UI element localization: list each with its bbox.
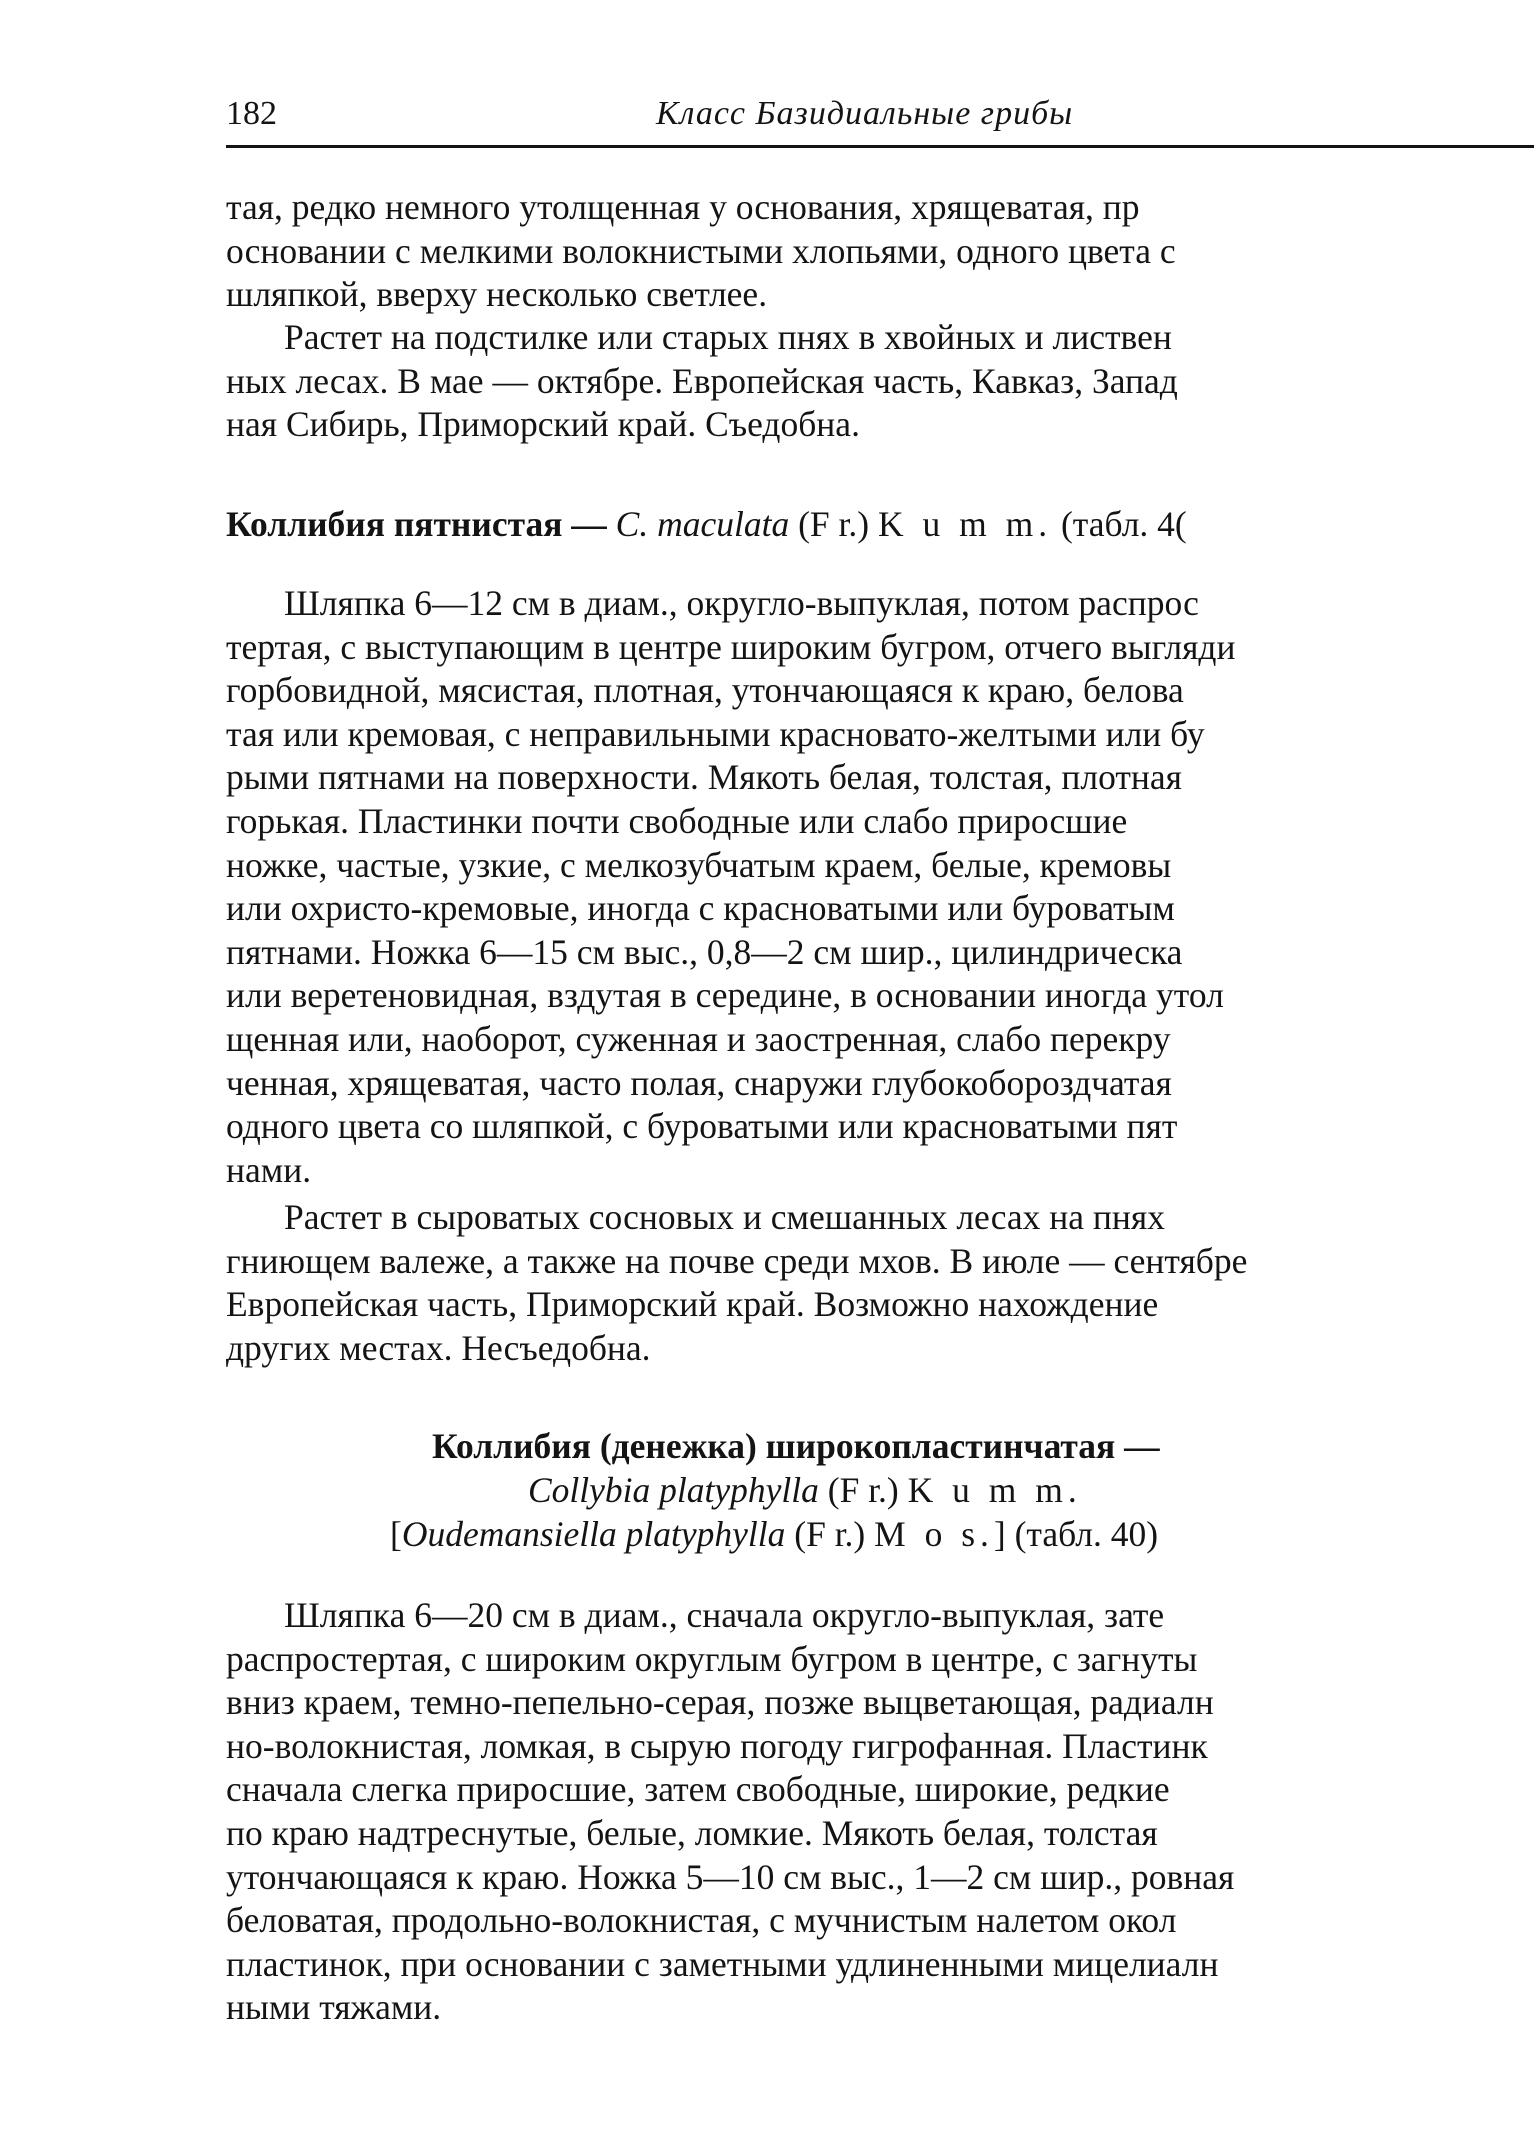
species-name-lat: C. maculata <box>615 504 790 544</box>
text-line: пластинок, при основании с заметными удлиненными мицелиалн <box>226 1943 1219 1984</box>
paragraph-continuation <box>226 186 1534 317</box>
species-synonym-line <box>226 1512 1534 1556</box>
text-line: одного цвета со шляпкой, с буроватыми или красноватыми пят <box>226 1106 1178 1147</box>
text-line: утончающаяся к краю. Ножка 5—10 см выс., 1—2 см шир., ровная <box>226 1856 1235 1897</box>
synonym-author: (F r.) <box>785 1514 875 1554</box>
text-line: ными тяжами. <box>226 1987 442 2028</box>
text-line: или веретеновидная, вздутая в середине, в основании иногда утол <box>226 975 1224 1016</box>
species-name-lat: Collybia platyphylla <box>528 1470 819 1510</box>
text-line: тая, редко немного утолщенная у основания, хрящеватая, пр <box>226 187 1140 227</box>
text-line: сначала слегка приросшие, затем свободные, широкие, редкие <box>226 1769 1170 1810</box>
text-line: Растет в сыроватых сосновых и смешанных лесах на пнях <box>284 1197 1165 1237</box>
page-number: 182 <box>226 95 277 132</box>
species-heading-maculata <box>226 502 1187 546</box>
text-line: горькая. Пластинки почти свободные или слабо приросшие <box>226 800 1128 841</box>
synonym-author-2: M o s. <box>874 1514 994 1554</box>
species-name-ru: Коллибия пятнистая — <box>226 504 616 544</box>
text-line: шляпкой, вверху несколько светлее. <box>226 274 768 315</box>
text-line: ная Сибирь, Приморский край. Съедобна. <box>226 404 860 445</box>
text-line: Растет на подстилке или старых пнях в хвойных и листвен <box>284 317 1172 357</box>
text-line: Шляпка 6—20 см в диам., сначала округло-выпуклая, зате <box>284 1595 1165 1635</box>
paragraph-description-maculata <box>226 582 1534 1192</box>
text-line: ных лесах. В мае — октябре. Европейская часть, Кавказ, Запад <box>226 360 1178 401</box>
text-line: горбовидной, мясистая, плотная, утончающаяся к краю, белова <box>226 670 1184 711</box>
text-line: гниющем валеже, а также на почве среди мхов. В июле — сентябре <box>226 1240 1248 1281</box>
text-line: по краю надтреснутые, белые, ломкие. Мякоть белая, толстая <box>226 1812 1158 1853</box>
header-rule <box>226 145 1534 148</box>
text-line: ченная, хрящеватая, часто полая, снаружи глубокобороздчатая <box>226 1062 1172 1103</box>
species-author: (F r.) <box>818 1470 908 1510</box>
text-line: основании с мелкими волокнистыми хлопьями, одного цвета с <box>226 230 1176 271</box>
text-line: беловатая, продольно-волокнистая, с мучнистым налетом окол <box>226 1900 1177 1941</box>
text-line: ножке, частые, узкие, с мелкозубчатым краем, белые, кремовы <box>226 844 1172 885</box>
paragraph-habitat-2 <box>226 1196 1534 1370</box>
species-latin-line <box>226 1468 1534 1512</box>
bracket-open: [ <box>390 1514 402 1554</box>
text-line: вниз краем, темно-пепельно-серая, позже выцветающая, радиалн <box>226 1682 1214 1723</box>
species-author: (F r.) <box>789 504 878 544</box>
running-title: Класс Базидиальные грибы <box>656 95 1074 132</box>
synonym-name-lat: Oudemansiella platyphylla <box>401 1514 786 1554</box>
species-author-2: K u m m. <box>907 1470 1082 1510</box>
species-heading-platyphylla <box>226 1424 1534 1468</box>
text-line: Шляпка 6—12 см в диам., округло-выпуклая, потом распрос <box>284 583 1199 623</box>
paragraph-habitat-1 <box>226 316 1534 447</box>
table-reference: ] (табл. 40) <box>993 1514 1159 1554</box>
text-line: пятнами. Ножка 6—15 см выс., 0,8—2 см шир., цилиндрическа <box>226 931 1183 972</box>
text-line: или охристо-кремовые, иногда с красноватыми или буроватым <box>226 888 1175 929</box>
text-line: Европейская часть, Приморский край. Возможно нахождение <box>226 1284 1159 1325</box>
text-line: но-волокнистая, ломкая, в сырую погоду гигрофанная. Пластинк <box>226 1725 1208 1766</box>
text-line: рыми пятнами на поверхности. Мякоть белая, толстая, плотная <box>226 757 1182 798</box>
running-head <box>226 92 1534 144</box>
text-line: распростертая, с широким округлым бугром в центре, с загнуты <box>226 1638 1198 1679</box>
text-line: других местах. Несъедобна. <box>226 1327 651 1368</box>
text-line: тертая, с выступающим в центре широким бугром, отчего выгляди <box>226 626 1236 667</box>
species-author-2: K u m m. <box>877 504 1053 544</box>
paragraph-description-platyphylla <box>226 1594 1534 2030</box>
text-line: нами. <box>226 1149 312 1190</box>
text-line: щенная или, наоборот, суженная и заостренная, слабо перекру <box>226 1018 1171 1059</box>
species-name-ru: Коллибия (денежка) широкопластинчатая — <box>432 1426 1160 1466</box>
table-reference: (табл. 4( <box>1052 504 1187 544</box>
text-line: тая или кремовая, с неправильными красновато-желтыми или бу <box>226 713 1205 754</box>
